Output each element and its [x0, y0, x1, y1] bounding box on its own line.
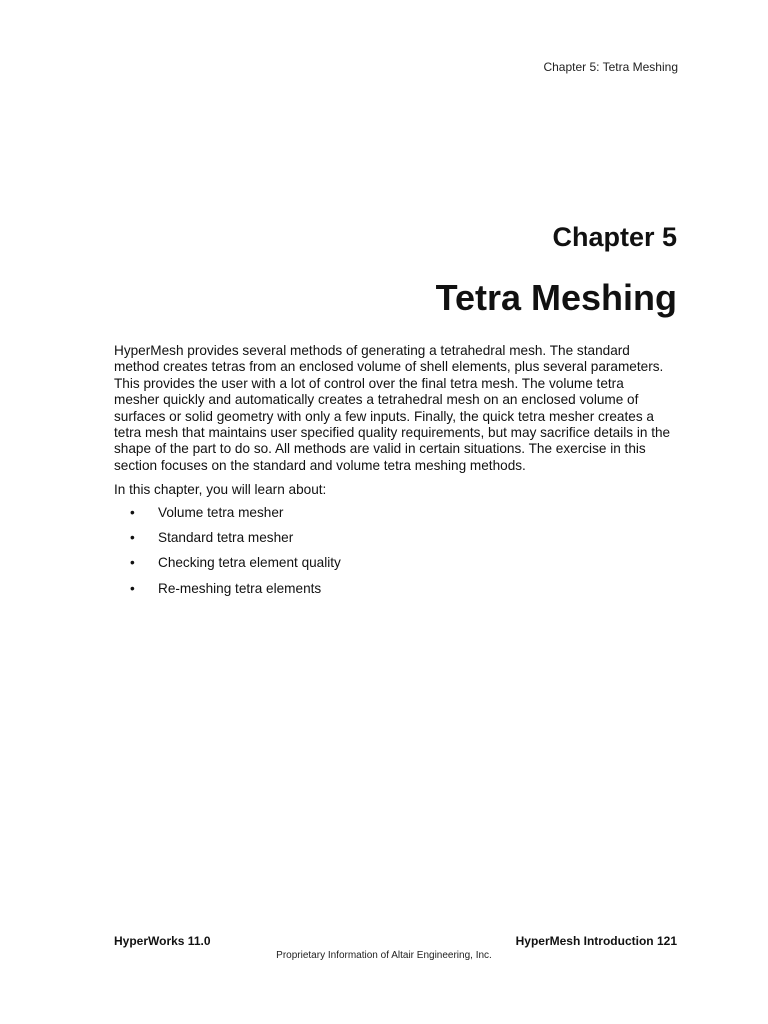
chapter-number: Chapter 5	[552, 222, 677, 252]
intro-line: HyperMesh provides several methods of generating a tetrahedral mesh. The standard	[114, 343, 630, 358]
bullet-icon: •	[130, 505, 135, 520]
intro-line: surfaces or solid geometry with only a few inputs. Finally, the quick tetra mesher creates a	[114, 408, 654, 424]
bullet-icon: •	[130, 530, 135, 546]
learning-topics-list	[130, 505, 341, 606]
bullet-icon: •	[130, 580, 135, 596]
intro-paragraph	[114, 343, 684, 474]
footer-proprietary-notice: Proprietary Information of Altair Engineering, Inc.	[276, 950, 492, 961]
list-item-text: Volume tetra mesher	[158, 505, 284, 520]
list-item-text: Standard tetra mesher	[158, 530, 294, 546]
intro-line: method creates tetras from an enclosed volume of shell elements, plus several parameters.	[114, 359, 664, 375]
footer-book-page: HyperMesh Introduction 121	[515, 934, 677, 948]
intro-line: mesher quickly and automatically creates a tetrahedral mesh on an enclosed volume of	[114, 392, 639, 408]
running-header: Chapter 5: Tetra Meshing	[543, 60, 678, 74]
intro-line: section focuses on the standard and volume tetra meshing methods.	[114, 457, 526, 473]
intro-line: tetra mesh that maintains user specified quality requirements, but may sacrifice details in the	[114, 425, 671, 441]
list-item-text: Checking tetra element quality	[158, 555, 341, 571]
bullet-icon: •	[130, 555, 135, 571]
chapter-title: Tetra Meshing	[435, 277, 677, 318]
bullet-lead-in: In this chapter, you will learn about:	[114, 482, 327, 497]
footer-product-version: HyperWorks 11.0	[114, 934, 211, 948]
intro-line: This provides the user with a lot of control over the final tetra mesh. The volume tetra	[114, 375, 624, 391]
list-item	[130, 581, 341, 606]
list-item	[130, 555, 341, 580]
intro-line: shape of the part to do so. All methods are valid in certain situations. The exercise in this	[114, 441, 646, 457]
list-item	[130, 530, 341, 555]
list-item	[130, 505, 341, 530]
list-item-text: Re-meshing tetra elements	[158, 580, 322, 596]
